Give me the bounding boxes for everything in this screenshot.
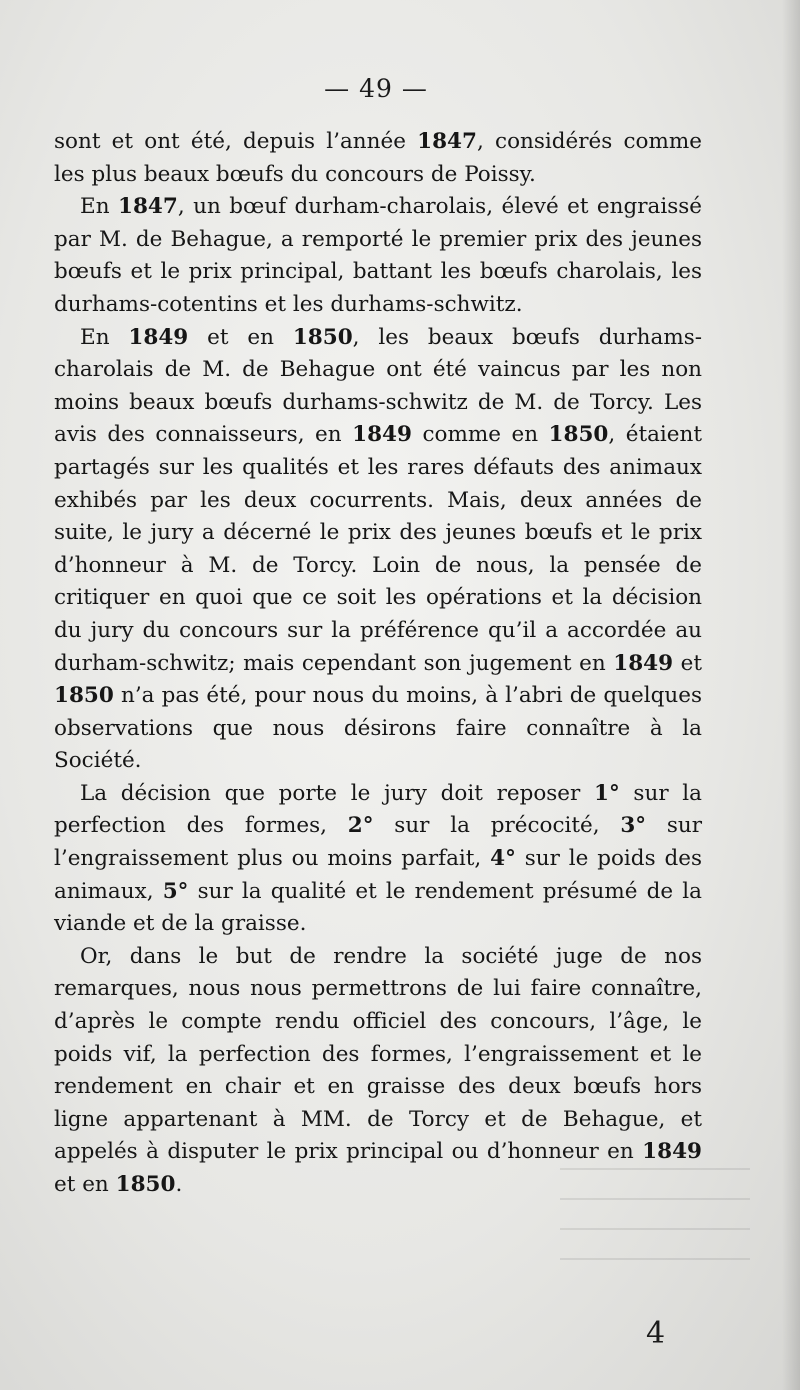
bold-figure: 1849 bbox=[642, 1139, 702, 1165]
text-run: et en bbox=[188, 324, 293, 350]
text-run: En bbox=[80, 324, 129, 350]
bold-figure: 1849 bbox=[613, 650, 674, 676]
text-run: sont et ont été, depuis l’année bbox=[54, 129, 418, 154]
bold-figure: 2° bbox=[347, 813, 374, 839]
text-run: sur la précocité, bbox=[373, 813, 621, 839]
text-run: sur le poids des animaux, bbox=[54, 846, 702, 904]
body-text bbox=[54, 126, 702, 1202]
paragraph bbox=[54, 126, 702, 191]
bold-figure: 1847 bbox=[117, 194, 178, 220]
text-run: comme en bbox=[411, 422, 549, 448]
text-run: , les beaux bœufs durhams-charolais de M. de Behague ont été vaincus par les non moins beaux bœufs durhams-schwitz de M. de Torcy. Les avis des connaisseurs, en bbox=[54, 324, 702, 448]
text-run: sur la qualité et le rendement présumé de la viande et de la graisse. bbox=[54, 878, 702, 937]
bold-figure: 4° bbox=[490, 846, 516, 872]
text-run: sur la perfection des formes, bbox=[54, 780, 702, 839]
printer-signature-mark: 4 bbox=[646, 1316, 666, 1351]
text-run: n’a pas été, pour nous du moins, à l’abri de quelques observations que nous désirons faire connaître à la Société. bbox=[54, 683, 702, 774]
paragraph bbox=[54, 191, 702, 321]
paragraph bbox=[54, 322, 702, 778]
text-run: , étaient partagés sur les qualités et les rares défauts des animaux exhibés par les deux cocurrents. Mais, deux années de suite, le jury a décerné le prix des jeunes bœufs et le prix d’honneur à M. de Torcy. Loin de nous, la pensée de critiquer en quoi que ce soit les opérations et la décision du jury du concours sur la préférence qu’il a accordée au durham-schwitz; mais cependant son jugement en bbox=[54, 422, 702, 676]
show-through-lines bbox=[560, 1168, 750, 1308]
page-edge-shadow bbox=[782, 0, 800, 1390]
text-run: La décision que porte le jury doit reposer bbox=[80, 780, 595, 806]
bold-figure: 1850 bbox=[548, 422, 609, 448]
text-run: , considérés comme les plus beaux bœufs du concours de Poissy. bbox=[54, 129, 702, 187]
bold-figure: 1850 bbox=[115, 1172, 176, 1197]
text-run: et bbox=[673, 650, 702, 676]
bold-figure: 1850 bbox=[54, 683, 114, 709]
bold-figure: 1850 bbox=[292, 324, 353, 350]
bold-figure: 1847 bbox=[417, 129, 477, 154]
bold-figure: 1849 bbox=[128, 324, 189, 350]
bold-figure: 1849 bbox=[352, 422, 412, 448]
bold-figure: 3° bbox=[620, 813, 647, 839]
text-run: , un bœuf durham-charolais, élevé et engraissé par M. de Behague, a remporté le premier prix des jeunes bœufs et le prix principal, battant les bœufs charolais, les durhams-cotentins et les durhams-schwitz. bbox=[54, 194, 702, 317]
text-run: sur l’engraissement plus ou moins parfait, bbox=[54, 813, 702, 872]
paragraph bbox=[54, 778, 702, 941]
text-run: et en bbox=[54, 1172, 116, 1197]
text-run: Or, dans le but de rendre la société juge de nos remarques, nous nous permettrons de lui faire connaître, d’après le compte rendu officiel des concours, l’âge, le poids vif, la perfection des formes, l’engraissement et le rendement en chair et en graisse des deux bœufs hors ligne appartenant à MM. de Torcy et de Behague, et appelés à disputer le prix principal ou d’honneur en bbox=[54, 943, 702, 1165]
bold-figure: 5° bbox=[162, 878, 189, 904]
text-run: . bbox=[175, 1172, 183, 1197]
paragraph bbox=[54, 941, 702, 1202]
text-run: En bbox=[80, 194, 118, 220]
bold-figure: 1° bbox=[594, 780, 620, 806]
page-number: — 49 — bbox=[324, 74, 428, 103]
